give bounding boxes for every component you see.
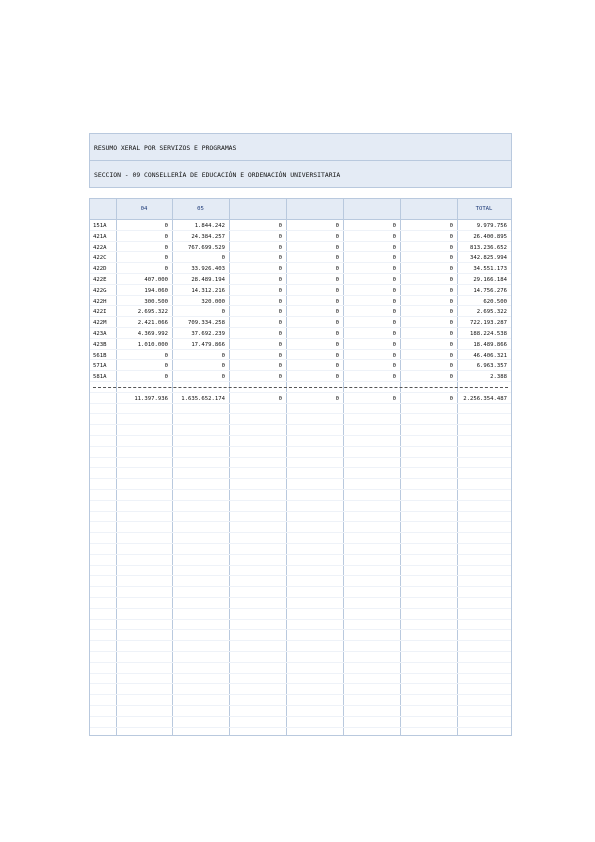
cell-value: 0 bbox=[392, 298, 396, 305]
table-row bbox=[90, 329, 511, 340]
cell-value: 0 bbox=[449, 363, 453, 370]
cell-value: 1.010.000 bbox=[137, 341, 168, 348]
cell-value: 0 bbox=[335, 396, 339, 402]
section-title: SECCION - 09 CONSELLERÍA DE EDUCACIÓN E ORDENACIÓN UNIVERSITARIA bbox=[89, 161, 512, 188]
cell-value: 0 bbox=[278, 223, 282, 229]
cell-value: 9.979.756 bbox=[476, 223, 507, 229]
row-guide bbox=[90, 478, 511, 479]
cell-value: 342.825.994 bbox=[469, 255, 507, 262]
column-header bbox=[400, 199, 457, 219]
cell-value: 2.256.354.487 bbox=[463, 396, 507, 402]
cell-value: 0 bbox=[278, 374, 282, 381]
table-row bbox=[90, 264, 511, 275]
cell-value: 33.926.403 bbox=[191, 266, 225, 273]
cell-value: 2.421.066 bbox=[137, 320, 168, 327]
table-row bbox=[90, 243, 511, 254]
cell-value: 0 bbox=[449, 255, 453, 262]
cell-value: 0 bbox=[392, 287, 396, 294]
cell-value: 34.551.173 bbox=[473, 266, 507, 273]
row-guide bbox=[90, 586, 511, 587]
cell-value: 29.166.184 bbox=[473, 277, 507, 283]
cell-value: 0 bbox=[278, 277, 282, 283]
row-guide bbox=[90, 543, 511, 544]
cell-value: 0 bbox=[335, 374, 339, 381]
row-guide bbox=[90, 640, 511, 641]
cell-value: 0 bbox=[335, 309, 339, 316]
cell-value: 0 bbox=[392, 352, 396, 359]
row-guide bbox=[90, 683, 511, 684]
column-header bbox=[343, 199, 400, 219]
cell-value: 17.479.866 bbox=[191, 341, 225, 348]
cell-value: 194.060 bbox=[144, 287, 168, 294]
cell-value: 0 bbox=[335, 223, 339, 229]
cell-value: 0 bbox=[335, 331, 339, 337]
program-code: 422C bbox=[93, 255, 107, 262]
row-guide bbox=[90, 575, 511, 576]
cell-value: 0 bbox=[164, 244, 168, 251]
cell-value: 0 bbox=[392, 331, 396, 337]
cell-value: 0 bbox=[449, 233, 453, 240]
cell-value: 0 bbox=[164, 266, 168, 273]
cell-value: 0 bbox=[449, 244, 453, 251]
summary-table bbox=[89, 198, 512, 736]
totals-row bbox=[90, 394, 511, 405]
row-guide bbox=[90, 467, 511, 468]
cell-value: 709.334.258 bbox=[187, 320, 225, 327]
cell-value: 1.635.652.174 bbox=[181, 396, 225, 402]
cell-value: 0 bbox=[392, 255, 396, 262]
cell-value: 0 bbox=[221, 352, 225, 359]
cell-value: 0 bbox=[278, 331, 282, 337]
cell-value: 0 bbox=[392, 320, 396, 327]
cell-value: 0 bbox=[278, 298, 282, 305]
row-guide bbox=[90, 457, 511, 458]
program-code: 423B bbox=[93, 341, 107, 348]
row-guide bbox=[90, 532, 511, 533]
cell-value: 0 bbox=[164, 352, 168, 359]
cell-value: 0 bbox=[335, 244, 339, 251]
row-guide bbox=[90, 511, 511, 512]
program-code: 423A bbox=[93, 331, 107, 337]
cell-value: 407.000 bbox=[144, 277, 168, 283]
cell-value: 0 bbox=[392, 223, 396, 229]
cell-value: 4.369.992 bbox=[137, 331, 168, 337]
cell-value: 0 bbox=[278, 363, 282, 370]
cell-value: 767.699.529 bbox=[187, 244, 225, 251]
cell-value: 2.695.322 bbox=[137, 309, 168, 316]
cell-value: 0 bbox=[278, 266, 282, 273]
row-guide bbox=[90, 597, 511, 598]
cell-value: 0 bbox=[392, 244, 396, 251]
table-row bbox=[90, 275, 511, 286]
program-code: 422I bbox=[93, 309, 107, 316]
cell-value: 28.489.194 bbox=[191, 277, 225, 283]
row-guide bbox=[90, 413, 511, 414]
row-guide bbox=[90, 446, 511, 447]
cell-value: 0 bbox=[392, 233, 396, 240]
table-row bbox=[90, 340, 511, 351]
cell-value: 300.500 bbox=[144, 298, 168, 305]
cell-value: 320.000 bbox=[201, 298, 225, 305]
row-guide bbox=[90, 662, 511, 663]
cell-value: 46.406.321 bbox=[473, 352, 507, 359]
table-row bbox=[90, 253, 511, 264]
cell-value: 14.756.276 bbox=[473, 287, 507, 294]
row-guide bbox=[90, 705, 511, 706]
table-row bbox=[90, 286, 511, 297]
cell-value: 0 bbox=[449, 331, 453, 337]
cell-value: 0 bbox=[335, 255, 339, 262]
cell-value: 0 bbox=[449, 396, 453, 402]
row-guide bbox=[90, 619, 511, 620]
cell-value: 0 bbox=[392, 266, 396, 273]
cell-value: 0 bbox=[221, 255, 225, 262]
column-header bbox=[229, 199, 286, 219]
cell-value: 0 bbox=[278, 255, 282, 262]
cell-value: 18.489.866 bbox=[473, 341, 507, 348]
program-code: 561B bbox=[93, 352, 107, 359]
row-guide bbox=[90, 500, 511, 501]
cell-value: 26.400.895 bbox=[473, 233, 507, 240]
cell-value: 813.236.652 bbox=[469, 244, 507, 251]
cell-value: 0 bbox=[449, 298, 453, 305]
row-guide bbox=[90, 716, 511, 717]
cell-value: 24.384.257 bbox=[191, 233, 225, 240]
row-guide bbox=[90, 673, 511, 674]
column-header bbox=[286, 199, 343, 219]
cell-value: 0 bbox=[278, 244, 282, 251]
cell-value: 0 bbox=[278, 233, 282, 240]
row-guide bbox=[90, 554, 511, 555]
program-code: 422G bbox=[93, 287, 107, 294]
cell-value: 0 bbox=[449, 374, 453, 381]
cell-value: 0 bbox=[449, 320, 453, 327]
row-guide bbox=[90, 694, 511, 695]
row-guide bbox=[90, 727, 511, 728]
row-guide bbox=[90, 392, 511, 393]
program-code: 421A bbox=[93, 233, 107, 240]
column-header: 05 bbox=[197, 206, 204, 212]
cell-value: 2.388 bbox=[490, 374, 507, 381]
table-row bbox=[90, 232, 511, 243]
cell-value: 0 bbox=[392, 374, 396, 381]
table-header bbox=[90, 199, 511, 220]
cell-value: 0 bbox=[335, 277, 339, 283]
cell-value: 0 bbox=[278, 287, 282, 294]
program-code: 422H bbox=[93, 298, 107, 305]
column-header: 04 bbox=[140, 206, 148, 212]
cell-value: 0 bbox=[392, 277, 396, 283]
cell-value: 0 bbox=[449, 277, 453, 283]
cell-value: 0 bbox=[392, 396, 396, 402]
cell-value: 0 bbox=[335, 363, 339, 370]
table-row bbox=[90, 318, 511, 329]
cell-value: 0 bbox=[278, 320, 282, 327]
cell-value: 0 bbox=[449, 287, 453, 294]
cell-value: 0 bbox=[164, 374, 168, 381]
totals-separator bbox=[93, 387, 508, 388]
cell-value: 0 bbox=[335, 298, 339, 305]
program-code: 422A bbox=[93, 244, 107, 251]
cell-value: 0 bbox=[164, 223, 168, 229]
table-row bbox=[90, 372, 511, 383]
cell-value: 0 bbox=[449, 309, 453, 316]
cell-value: 0 bbox=[449, 223, 453, 229]
program-code: 422E bbox=[93, 277, 107, 283]
cell-value: 0 bbox=[335, 320, 339, 327]
report-title: RESUMO XERAL POR SERVIZOS E PROGRAMAS bbox=[89, 133, 512, 161]
cell-value: 0 bbox=[221, 309, 225, 316]
program-code: 581A bbox=[93, 374, 107, 381]
cell-value: 0 bbox=[335, 341, 339, 348]
cell-value: 0 bbox=[278, 341, 282, 348]
cell-value: 0 bbox=[221, 363, 225, 370]
row-guide bbox=[90, 435, 511, 436]
row-guide bbox=[90, 565, 511, 566]
cell-value: 722.193.287 bbox=[469, 320, 507, 327]
cell-value: 0 bbox=[449, 352, 453, 359]
row-guide bbox=[90, 629, 511, 630]
cell-value: 0 bbox=[278, 396, 282, 402]
row-guide bbox=[90, 608, 511, 609]
cell-value: 0 bbox=[278, 309, 282, 316]
cell-value: 6.963.357 bbox=[476, 363, 507, 370]
cell-value: 0 bbox=[164, 363, 168, 370]
cell-value: 0 bbox=[449, 341, 453, 348]
row-guide bbox=[90, 489, 511, 490]
row-guide bbox=[90, 521, 511, 522]
program-code: 422D bbox=[93, 266, 107, 273]
cell-value: 0 bbox=[164, 233, 168, 240]
cell-value: 620.500 bbox=[483, 298, 507, 305]
cell-value: 37.692.239 bbox=[191, 331, 225, 337]
column-header: TOTAL bbox=[475, 206, 493, 212]
table-row bbox=[90, 351, 511, 362]
cell-value: 0 bbox=[335, 352, 339, 359]
program-code: 151A bbox=[93, 223, 107, 229]
program-code: 571A bbox=[93, 363, 107, 370]
cell-value: 11.397.936 bbox=[134, 396, 168, 402]
table-row bbox=[90, 361, 511, 372]
cell-value: 0 bbox=[449, 266, 453, 273]
cell-value: 0 bbox=[392, 341, 396, 348]
row-guide bbox=[90, 424, 511, 425]
cell-value: 0 bbox=[392, 309, 396, 316]
cell-value: 0 bbox=[278, 352, 282, 359]
table-row bbox=[90, 307, 511, 318]
cell-value: 0 bbox=[335, 266, 339, 273]
cell-value: 0 bbox=[335, 233, 339, 240]
table-row bbox=[90, 221, 511, 232]
program-code: 422M bbox=[93, 320, 107, 327]
cell-value: 0 bbox=[164, 255, 168, 262]
cell-value: 2.695.322 bbox=[476, 309, 507, 316]
cell-value: 0 bbox=[392, 363, 396, 370]
cell-value: 1.844.242 bbox=[194, 223, 225, 229]
cell-value: 0 bbox=[335, 287, 339, 294]
column-header bbox=[90, 199, 116, 219]
cell-value: 14.312.216 bbox=[191, 287, 225, 294]
cell-value: 0 bbox=[221, 374, 225, 381]
row-guide bbox=[90, 651, 511, 652]
cell-value: 188.224.538 bbox=[469, 331, 507, 337]
table-row bbox=[90, 297, 511, 308]
